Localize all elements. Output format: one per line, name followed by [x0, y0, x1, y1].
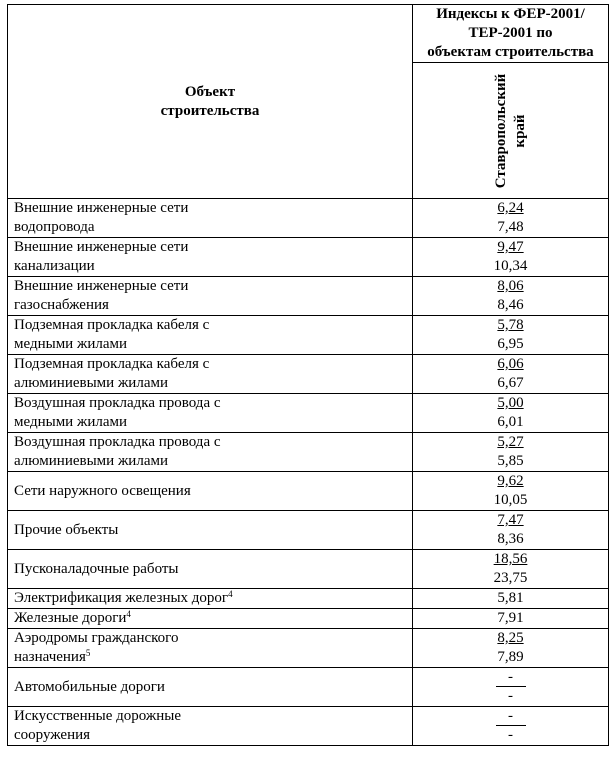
region-label — [492, 73, 530, 188]
object-name-line: Искусственные дорожные — [14, 708, 182, 724]
index-denominator: 6,67 — [497, 375, 524, 391]
index-value-cell — [413, 589, 609, 609]
object-name-line: Внешние инженерные сети — [14, 200, 189, 216]
index-numerator-value: 6,24 — [497, 200, 524, 216]
object-name-line: медными жилами — [14, 414, 128, 430]
object-name-line: Аэродромы гражданского — [14, 630, 179, 646]
table-row — [8, 629, 609, 668]
index-denominator: 7,89 — [497, 649, 524, 665]
index-numerator — [413, 316, 608, 335]
object-header-line: строительства — [160, 102, 260, 119]
index-numerator-value: - — [496, 669, 526, 687]
object-name-cell — [8, 550, 413, 589]
object-name-cell — [8, 238, 413, 277]
index-denominator: 7,48 — [497, 219, 524, 235]
object-name-line: Сети наружного освещения — [14, 482, 191, 499]
index-title-header — [413, 5, 609, 63]
object-name-line: Внешние инженерные сети — [14, 278, 189, 294]
index-title-line: объектам строительства — [427, 44, 594, 60]
object-name-line: алюминиевыми жилами — [14, 453, 168, 469]
index-value: 5,81 — [497, 590, 524, 606]
index-numerator-value: 5,00 — [497, 395, 524, 411]
table-row — [8, 609, 609, 629]
index-numerator-value: 8,25 — [497, 630, 524, 646]
index-value-cell — [413, 433, 609, 472]
index-title-line: Индексы к ФЕР-2001/ТЕР-2001 по — [436, 6, 585, 41]
table-row — [8, 433, 609, 472]
footnote-marker: 4 — [126, 609, 131, 619]
object-name-cell — [8, 707, 413, 746]
index-numerator — [413, 472, 608, 491]
index-numerator-value: 6,06 — [497, 356, 524, 372]
index-numerator — [413, 355, 608, 374]
index-value-cell — [413, 550, 609, 589]
index-numerator-value: 9,62 — [497, 473, 524, 489]
index-value-cell — [413, 316, 609, 355]
index-numerator-value: 7,47 — [497, 512, 524, 528]
index-numerator — [413, 511, 608, 530]
index-value-cell — [413, 629, 609, 668]
object-name-cell — [8, 433, 413, 472]
object-name-line: Электрификация железных дорог — [14, 590, 229, 606]
table-row — [8, 589, 609, 609]
table-row — [8, 394, 609, 433]
object-name-line-wrap — [14, 609, 406, 628]
index-denominator: - — [508, 688, 513, 704]
index-table — [7, 4, 609, 746]
table-row — [8, 707, 609, 746]
footnote-marker: 4 — [228, 589, 233, 599]
index-denominator: 6,01 — [497, 414, 524, 430]
index-value-cell — [413, 609, 609, 629]
index-numerator — [413, 394, 608, 413]
index-numerator-value: 8,06 — [497, 278, 524, 294]
index-value-cell — [413, 277, 609, 316]
index-numerator — [413, 550, 608, 569]
table-row — [8, 668, 609, 707]
object-name-line: Внешние инженерные сети — [14, 239, 189, 255]
object-name-cell — [8, 629, 413, 668]
object-name-line: водопровода — [14, 219, 95, 235]
object-name-line: газоснабжения — [14, 297, 109, 313]
index-denominator: 6,95 — [497, 336, 524, 352]
object-name-cell — [8, 355, 413, 394]
index-numerator-value: 5,27 — [497, 434, 524, 450]
object-name-line: Воздушная прокладка провода с — [14, 395, 221, 411]
table-row — [8, 199, 609, 238]
table-row — [8, 238, 609, 277]
object-name-line: медными жилами — [14, 336, 128, 352]
object-column-header — [8, 5, 413, 199]
object-name-line: канализации — [14, 258, 95, 274]
footnote-marker: 5 — [85, 648, 91, 658]
object-name-cell — [8, 277, 413, 316]
index-denominator: 10,34 — [493, 258, 528, 274]
object-name-line-wrap — [14, 589, 406, 608]
index-value: 7,91 — [497, 610, 524, 626]
index-value-cell — [413, 472, 609, 511]
index-denominator: - — [508, 727, 513, 743]
object-name-line: Подземная прокладка кабеля с — [14, 317, 210, 333]
object-name-line: Пусконаладочные работы — [14, 560, 179, 577]
index-numerator — [413, 629, 608, 648]
region-label-line: Ставропольский — [492, 73, 509, 188]
object-name-cell — [8, 511, 413, 550]
table-row — [8, 355, 609, 394]
index-value-cell — [413, 707, 609, 746]
object-name-cell — [8, 394, 413, 433]
object-name-line: Автомобильные дороги — [14, 678, 165, 695]
index-numerator — [413, 199, 608, 218]
object-name-line: алюминиевыми жилами — [14, 375, 168, 391]
index-numerator — [413, 238, 608, 257]
index-numerator — [413, 707, 608, 726]
index-numerator-value: 18,56 — [493, 551, 528, 567]
object-name-line: Воздушная прокладка провода с — [14, 434, 221, 450]
index-value-cell — [413, 668, 609, 707]
index-numerator-value: 5,78 — [497, 317, 524, 333]
index-value-cell — [413, 511, 609, 550]
object-name-cell — [8, 668, 413, 707]
index-value-cell — [413, 238, 609, 277]
index-denominator: 10,05 — [493, 492, 528, 508]
table-row — [8, 511, 609, 550]
object-name-line: сооружения — [14, 727, 91, 743]
table-row — [8, 277, 609, 316]
object-name-line: Железные дороги — [14, 610, 127, 626]
object-name-cell — [8, 589, 413, 609]
index-numerator-value: 9,47 — [497, 239, 524, 255]
table-row — [8, 316, 609, 355]
region-header — [413, 63, 609, 199]
index-denominator: 23,75 — [493, 570, 528, 586]
index-value-cell — [413, 199, 609, 238]
object-name-cell — [8, 472, 413, 511]
index-value-cell — [413, 394, 609, 433]
region-label-line: край — [511, 113, 528, 148]
object-name-cell — [8, 199, 413, 238]
table-row — [8, 472, 609, 511]
index-numerator — [413, 433, 608, 452]
index-denominator: 8,36 — [497, 531, 524, 547]
object-name-line: Подземная прокладка кабеля с — [14, 356, 210, 372]
header-row — [8, 5, 609, 63]
index-numerator-value: - — [496, 708, 526, 726]
index-numerator — [413, 668, 608, 687]
object-name-cell — [8, 609, 413, 629]
object-header-line: Объект — [184, 83, 236, 100]
object-name-line: назначения — [14, 649, 86, 665]
object-name-line: Прочие объекты — [14, 521, 119, 538]
index-value-cell — [413, 355, 609, 394]
index-denominator: 8,46 — [497, 297, 524, 313]
table-row — [8, 550, 609, 589]
object-name-line-wrap — [14, 648, 406, 667]
object-name-cell — [8, 316, 413, 355]
index-denominator: 5,85 — [497, 453, 524, 469]
index-numerator — [413, 277, 608, 296]
